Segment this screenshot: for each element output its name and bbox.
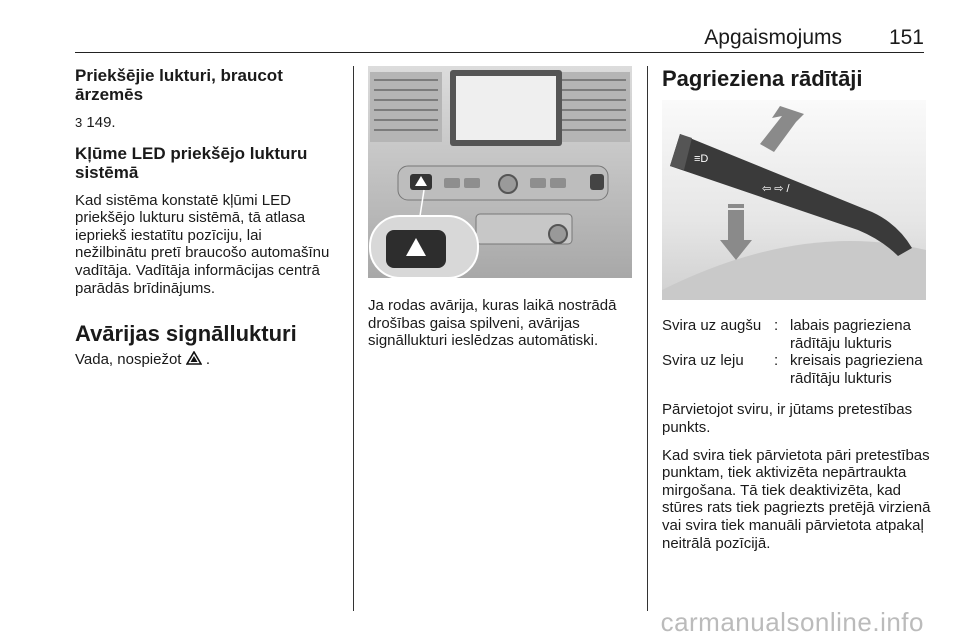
- header-title: Apgaismojums: [704, 26, 842, 49]
- svg-text:≡D: ≡D: [694, 153, 709, 165]
- page-number: 151: [888, 26, 924, 49]
- reference-arrow-icon: 3: [75, 115, 83, 130]
- heading-turn-signals: Pagrieziena rādītāji: [662, 66, 863, 91]
- definition-term: Svira uz augšu: [662, 317, 762, 334]
- paragraph-hazard: Vada, nospiežot .: [75, 351, 210, 369]
- page-reference[interactable]: [75, 114, 337, 132]
- hazard-triangle-icon: [186, 351, 206, 368]
- column-1: [75, 66, 337, 369]
- column-2: [368, 66, 632, 350]
- heading-led-fault: Kļūme LED priekšējo lukturu sistēmā: [75, 143, 308, 182]
- column-divider-2: [647, 66, 648, 611]
- dashboard-illustration: [368, 66, 632, 283]
- watermark: carmanualsonline.info: [660, 607, 924, 637]
- heading-hazard-lights: Avārijas signāllukturi: [75, 321, 297, 347]
- definition-colon: :: [774, 352, 779, 370]
- definition-row-down: [662, 352, 934, 387]
- svg-text:⇦ ⇨ /: ⇦ ⇨ /: [762, 183, 790, 195]
- reference-page: 149.: [86, 114, 116, 131]
- column-divider-1: [353, 66, 354, 611]
- header-rule: [75, 52, 924, 53]
- lever-illustration: [662, 100, 934, 305]
- definition-list: [662, 317, 934, 387]
- definition-term: Svira uz leju: [662, 352, 744, 370]
- paragraph-resistance: Pārvietojot sviru, ir jūtams pretestības punkts.: [662, 401, 913, 436]
- figure-caption: Ja rodas avārija, kuras laikā nostrādā drošības gaisa spilveni, avārijas signāllukturi ieslēdzas automātiski.: [368, 297, 617, 350]
- paragraph-continuous-blink: Kad svira tiek pārvietota pāri pretestības punktam, tiek aktivizēta nepārtraukta mirgošana. Tā tiek deaktivizēta, kad stūres rats tiek pagriezts pretējā virzienā vai svira tiek manuāli pārvietota atpakaļ neitrālā pozīcijā.: [662, 446, 931, 552]
- definition-desc: labais pagrieziena rādītāju lukturis: [790, 317, 911, 352]
- paragraph-led-fault: Kad sistēma konstatē kļūmi LED priekšējo lukturu sistēmā, tā atlasa iepriekš iestatītu pozīciju, lai nežilbinātu pretī braucošo automašīnu vadītāja. Vadītāja informācijas centrā parādās brīdinājums.: [75, 191, 330, 297]
- definition-desc: kreisais pagrieziena rādītāju lukturis: [790, 352, 923, 387]
- definition-row-up: [662, 317, 934, 352]
- definition-colon: :: [774, 317, 779, 334]
- hazard-text: Vada, nospiežot: [75, 351, 182, 369]
- heading-headlights-abroad: Priekšējie lukturi, braucot ārzemēs: [75, 66, 283, 104]
- column-3: [662, 66, 934, 552]
